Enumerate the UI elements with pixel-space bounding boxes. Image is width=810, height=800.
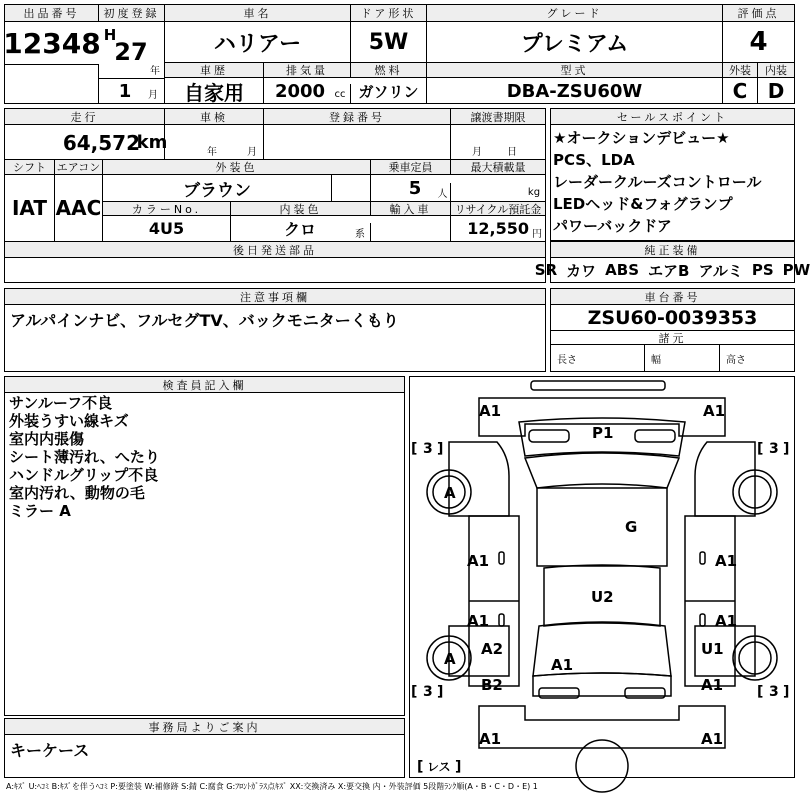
fuel-value: ガソリン — [351, 78, 427, 104]
sales-point-item: PCS、LDA — [553, 151, 635, 169]
int-color-value: クロ — [283, 220, 316, 239]
later-parts-value — [5, 258, 545, 282]
displacement-label: 排気量 — [264, 62, 351, 78]
era-letter: H — [103, 26, 117, 44]
chassis-label: 車台番号 — [551, 289, 794, 305]
svg-text:[: [ — [757, 684, 764, 700]
ext-score-label: 外装 — [723, 62, 758, 78]
sales-point-item: パワーバックドア — [553, 217, 672, 235]
car-diagram — [409, 376, 795, 778]
later-parts-label: 後日発送部品 — [5, 242, 545, 258]
inspection-label: 車検 — [165, 109, 264, 125]
capacity-label: 乗車定員 — [371, 159, 451, 175]
transfer-label: 譲渡書期限 — [451, 109, 545, 125]
first-reg-divider — [99, 22, 165, 78]
spec-length: 長さ — [551, 345, 645, 371]
lot-label: 出品番号 — [5, 5, 99, 22]
ext-score: C — [723, 78, 758, 104]
mark-hood: P1 — [592, 424, 614, 442]
equipment-item: カワ — [566, 261, 597, 280]
spec-width: 幅 — [645, 345, 720, 371]
mark-rear-left: A1 — [479, 730, 502, 748]
inspector-line: ハンドルグリップ不良 — [9, 466, 159, 484]
mileage-value: 64,572 — [62, 131, 140, 155]
office-value: キーケース — [10, 741, 90, 760]
capacity-unit: 人 — [435, 183, 451, 201]
sales-point-item: LEDヘッド&フォグランプ — [553, 195, 733, 213]
equipment-item: PS — [751, 261, 774, 279]
max-load-label: 最大積載量 — [451, 159, 545, 175]
displacement-value: 2000 — [274, 80, 326, 102]
sales-points-list — [553, 127, 793, 239]
svg-text:]: ] — [455, 759, 462, 775]
svg-text:[: [ — [411, 684, 418, 700]
mark-wheel-lf: A — [444, 484, 456, 502]
model-label: 型式 — [427, 62, 723, 78]
int-color-unit: 系 — [350, 223, 371, 241]
inspector-line: 室内汚れ、動物の毛 — [9, 484, 145, 502]
int-score: D — [767, 79, 785, 103]
sales-points-label: セールスポイント — [551, 109, 794, 125]
score-label: 評価点 — [723, 5, 794, 22]
equipment-item: エアB — [648, 261, 690, 280]
car-name-label: 車名 — [165, 5, 351, 22]
first-reg-year: 27 — [114, 38, 148, 66]
svg-text:]: ] — [783, 441, 790, 457]
inspection-year-unit: 年 — [207, 146, 217, 158]
mark-interior: U2 — [591, 588, 614, 606]
mark-left-rear: B2 — [481, 676, 503, 694]
inspector-line: 外装うすい線キズ — [9, 412, 129, 430]
equipment-list — [534, 258, 810, 282]
spare-tire: レス — [427, 760, 451, 774]
mark-front-left: A1 — [479, 402, 502, 420]
mark-left-rear-door: A1 — [467, 612, 490, 630]
mark-right-rear-door: A1 — [715, 612, 738, 630]
lot-lower-cell — [5, 64, 99, 104]
equipment-item: PW — [782, 261, 810, 279]
svg-text:[: [ — [417, 759, 424, 775]
svg-text:]: ] — [437, 684, 444, 700]
mark-front-right: A1 — [703, 402, 726, 420]
equipment-item: SR — [534, 261, 558, 279]
ext-color-value: ブラウン — [183, 180, 251, 201]
equipment-label: 純正装備 — [551, 242, 794, 258]
office-label: 事務局よりご案内 — [5, 719, 404, 735]
sales-point-item: ★オークションデビュー★ — [553, 129, 730, 147]
transfer-month-unit: 月 — [472, 146, 482, 158]
door-label: ドア形状 — [351, 5, 427, 22]
color-no-value: 4U5 — [103, 216, 231, 241]
color-no-label: カラーNo. — [103, 201, 231, 216]
chassis-number: ZSU60-0039353 — [551, 305, 794, 331]
recycle-unit: 円 — [532, 228, 542, 240]
capacity-value: 5 — [408, 177, 422, 199]
equipment-item: アルミ — [698, 261, 743, 280]
legend: A:ｷｽﾞ U:ﾍｺﾐ B:ｷｽﾞを伴うﾍｺﾐ P:要塗装 W:補修跡 S:錆 C:腐食 G:ﾌﾛﾝﾄｶﾞﾗｽ点ｷｽﾞ XX:交換済み X:要交換 内・外装評価 5段階ﾗﾝｸ順(A・B・C・D・E) 1 — [6, 782, 538, 791]
specs-label: 諸元 — [551, 331, 794, 345]
notes-value: アルパインナビ、フルセグTV、バックモニターくもり — [10, 311, 399, 330]
notes-label: 注意事項欄 — [5, 289, 545, 305]
score-value: 4 — [749, 27, 768, 57]
month-unit: 月 — [148, 89, 158, 101]
reg-no-label: 登録番号 — [264, 109, 451, 125]
inspector-lines — [9, 394, 399, 524]
lot-number: 12348 — [3, 26, 101, 60]
mark-right-front-door: A1 — [715, 552, 738, 570]
ext-color-extra-cell — [331, 175, 371, 201]
door-type: 5W — [351, 22, 427, 62]
mark-wheel-lr: A — [444, 650, 456, 668]
reg-no-cell — [264, 125, 451, 159]
history-label: 車歴 — [165, 62, 264, 78]
mark-left-front-door: A1 — [467, 552, 490, 570]
spec-height: 高さ — [726, 354, 746, 366]
svg-text:]: ] — [437, 441, 444, 457]
inspection-cell — [165, 125, 264, 159]
grade-value: プレミアム — [427, 22, 723, 62]
tire-rf: 3 — [769, 441, 779, 457]
grade-label: グレード — [427, 5, 723, 22]
aircon-label: エアコン — [55, 159, 103, 175]
history-value: 自家用 — [165, 78, 264, 104]
svg-text:[: [ — [757, 441, 764, 457]
transfer-day-unit: 日 — [507, 146, 517, 158]
displacement-unit: cc — [330, 84, 351, 104]
sales-point-item: レーダークルーズコントロール — [553, 173, 762, 191]
tire-rr: 3 — [769, 684, 779, 700]
mark-right-quarter: U1 — [701, 640, 724, 658]
shift-label: シフト — [5, 159, 55, 175]
svg-text:[: [ — [411, 441, 418, 457]
recycle-value: 12,550 — [467, 219, 529, 238]
inspector-label: 検査員記入欄 — [5, 377, 404, 393]
max-load-unit: kg — [527, 186, 541, 198]
inspection-month-unit: 月 — [247, 146, 257, 158]
mark-right-rear: A1 — [701, 676, 724, 694]
inspector-line: 室内内張傷 — [9, 430, 85, 448]
import-value — [371, 216, 451, 241]
inspector-line: ミラー A — [9, 502, 71, 520]
import-label: 輸入車 — [371, 201, 451, 216]
int-color-label: 内装色 — [231, 201, 371, 216]
mark-rear-right: A1 — [701, 730, 724, 748]
mark-left-quarter: A2 — [481, 640, 504, 658]
ext-color-label: 外装色 — [103, 159, 371, 175]
fuel-label: 燃料 — [351, 62, 427, 78]
mileage-label: 走行 — [5, 109, 165, 125]
shift-value: IAT — [5, 175, 55, 241]
model-value: DBA-ZSU60W — [427, 78, 723, 104]
aircon-value: AAC — [55, 175, 103, 241]
int-score-label: 内装 — [758, 62, 794, 78]
svg-text:]: ] — [783, 684, 790, 700]
tire-lf: 3 — [423, 441, 433, 457]
inspector-line: シート薄汚れ、へたり — [9, 448, 160, 466]
recycle-label: リサイクル預託金 — [451, 201, 545, 216]
first-reg-month: 1 — [118, 80, 132, 102]
year-unit: 年 — [150, 65, 160, 77]
first-reg-label: 初度登録 — [99, 5, 165, 22]
mark-roof: G — [625, 518, 638, 536]
mileage-unit: km — [140, 125, 165, 159]
tire-lr: 3 — [423, 684, 433, 700]
mark-rear-glass: A1 — [551, 656, 574, 674]
equipment-item: ABS — [605, 261, 640, 279]
car-name: ハリアー — [165, 22, 351, 62]
inspector-line: サンルーフ不良 — [9, 394, 113, 412]
